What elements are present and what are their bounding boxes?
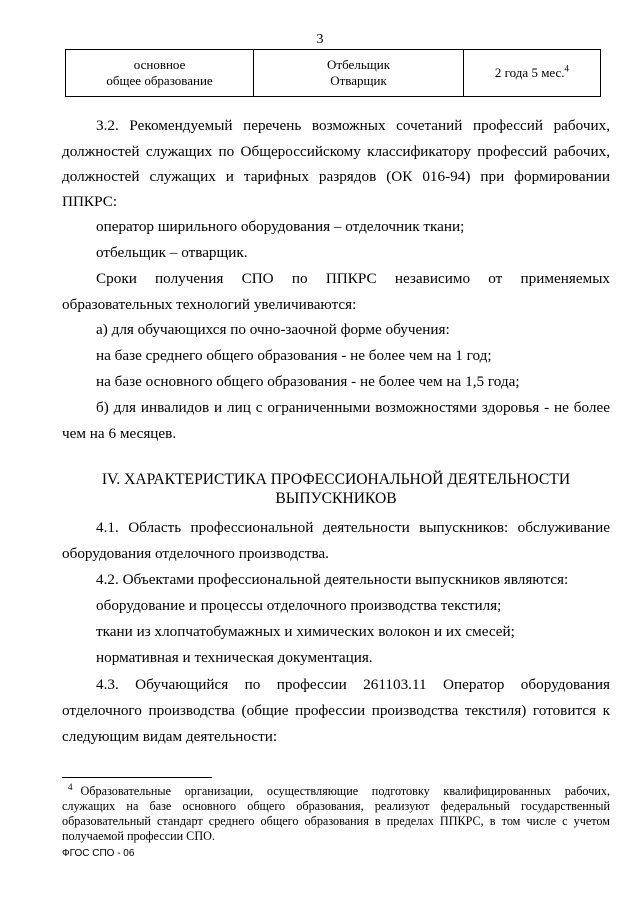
footnote-line-4: получаемой профессии СПО. — [62, 829, 215, 843]
section-4-3-line-2: отделочного производства (общие профессии производства текстиля) готовится к — [62, 702, 610, 719]
section-4-3-line-1: 4.3. Обучающийся по профессии 261103.11 Оператор оборудования — [96, 676, 610, 693]
document-code: ФГОС СПО - 06 — [62, 848, 135, 859]
page-number: 3 — [316, 32, 324, 47]
combination-item-1: оператор ширильного оборудования – отделочник ткани; — [96, 218, 465, 235]
section-3-2-line-2: должностей служащих по Общероссийскому классификатору профессий рабочих, — [62, 143, 610, 160]
section-4-heading-line-2: ВЫПУСКНИКОВ — [275, 490, 397, 507]
duration-cell — [463, 50, 600, 97]
terms-item-a2: на базе основного общего образования - не более чем на 1,5 года; — [96, 373, 520, 390]
education-level-line-2: общее образование — [106, 73, 213, 88]
terms-item-a: а) для обучающихся по очно-заочной форме обучения: — [96, 321, 450, 338]
education-level-line-1: основное — [133, 57, 186, 72]
footnote-line-3: образовательный стандарт среднего общего образования в пределах ППКРС, в том числе с учетом — [62, 814, 610, 828]
table-row — [66, 50, 601, 97]
section-4-heading-line-1: IV. ХАРАКТЕРИСТИКА ПРОФЕССИОНАЛЬНОЙ ДЕЯТЕЛЬНОСТИ — [101, 471, 571, 488]
combination-item-2: отбельщик – отварщик. — [96, 244, 248, 261]
section-4-heading — [62, 470, 610, 508]
section-4-3-line-3: следующим видам деятельности: — [62, 728, 278, 745]
section-3-2-line-1: 3.2. Рекомендуемый перечень возможных сочетаний профессий рабочих, — [96, 117, 610, 134]
object-item-2: ткани из хлопчатобумажных и химических волокон и их смесей; — [96, 623, 515, 640]
object-item-1: оборудование и процессы отделочного производства текстиля; — [96, 597, 502, 614]
profession-line-2: Отварщик — [330, 73, 387, 88]
duration-value: 2 года 5 мес. — [494, 65, 565, 80]
section-4-1-line-2: оборудования отделочного производства. — [62, 545, 329, 562]
footnote-line-1: $^4$ Образовательные организации, осуществляющие подготовку квалифицированных рабочих, — [68, 781, 610, 798]
professions-table — [65, 49, 601, 97]
footnote-line-2: служащих на базе основного общего образования, реализуют федеральный государственный — [62, 799, 610, 813]
section-3-2-line-3: должностей служащих и тарифных разрядов (ОК 016-94) при формировании — [62, 168, 610, 185]
footnote-separator — [62, 777, 212, 778]
profession-line-1: Отбельщик — [327, 57, 391, 72]
footnote-reference: 4 — [564, 63, 570, 74]
terms-item-b-line-1: б) для инвалидов и лиц с ограниченными возможностями здоровья - не более — [96, 399, 610, 416]
footnote — [62, 781, 610, 844]
terms-paragraph-line-1: Сроки получения СПО по ППКРС независимо от применяемых — [96, 270, 610, 287]
section-4-1-line-1: 4.1. Область профессиональной деятельности выпускников: обслуживание — [96, 519, 610, 536]
section-3-2-line-4: ППКРС: — [62, 193, 118, 210]
education-level-cell — [66, 50, 254, 97]
profession-cell — [254, 50, 464, 97]
terms-paragraph-line-2: образовательных технологий увеличиваются: — [62, 296, 357, 313]
section-4-2: 4.2. Объектами профессиональной деятельности выпускников являются: — [96, 571, 569, 588]
terms-item-b-line-2: чем на 6 месяцев. — [62, 425, 177, 442]
terms-item-a1: на базе среднего общего образования - не более чем на 1 год; — [96, 347, 492, 364]
footnote-mark: 4 — [68, 781, 73, 792]
object-item-3: нормативная и техническая документация. — [96, 649, 373, 666]
